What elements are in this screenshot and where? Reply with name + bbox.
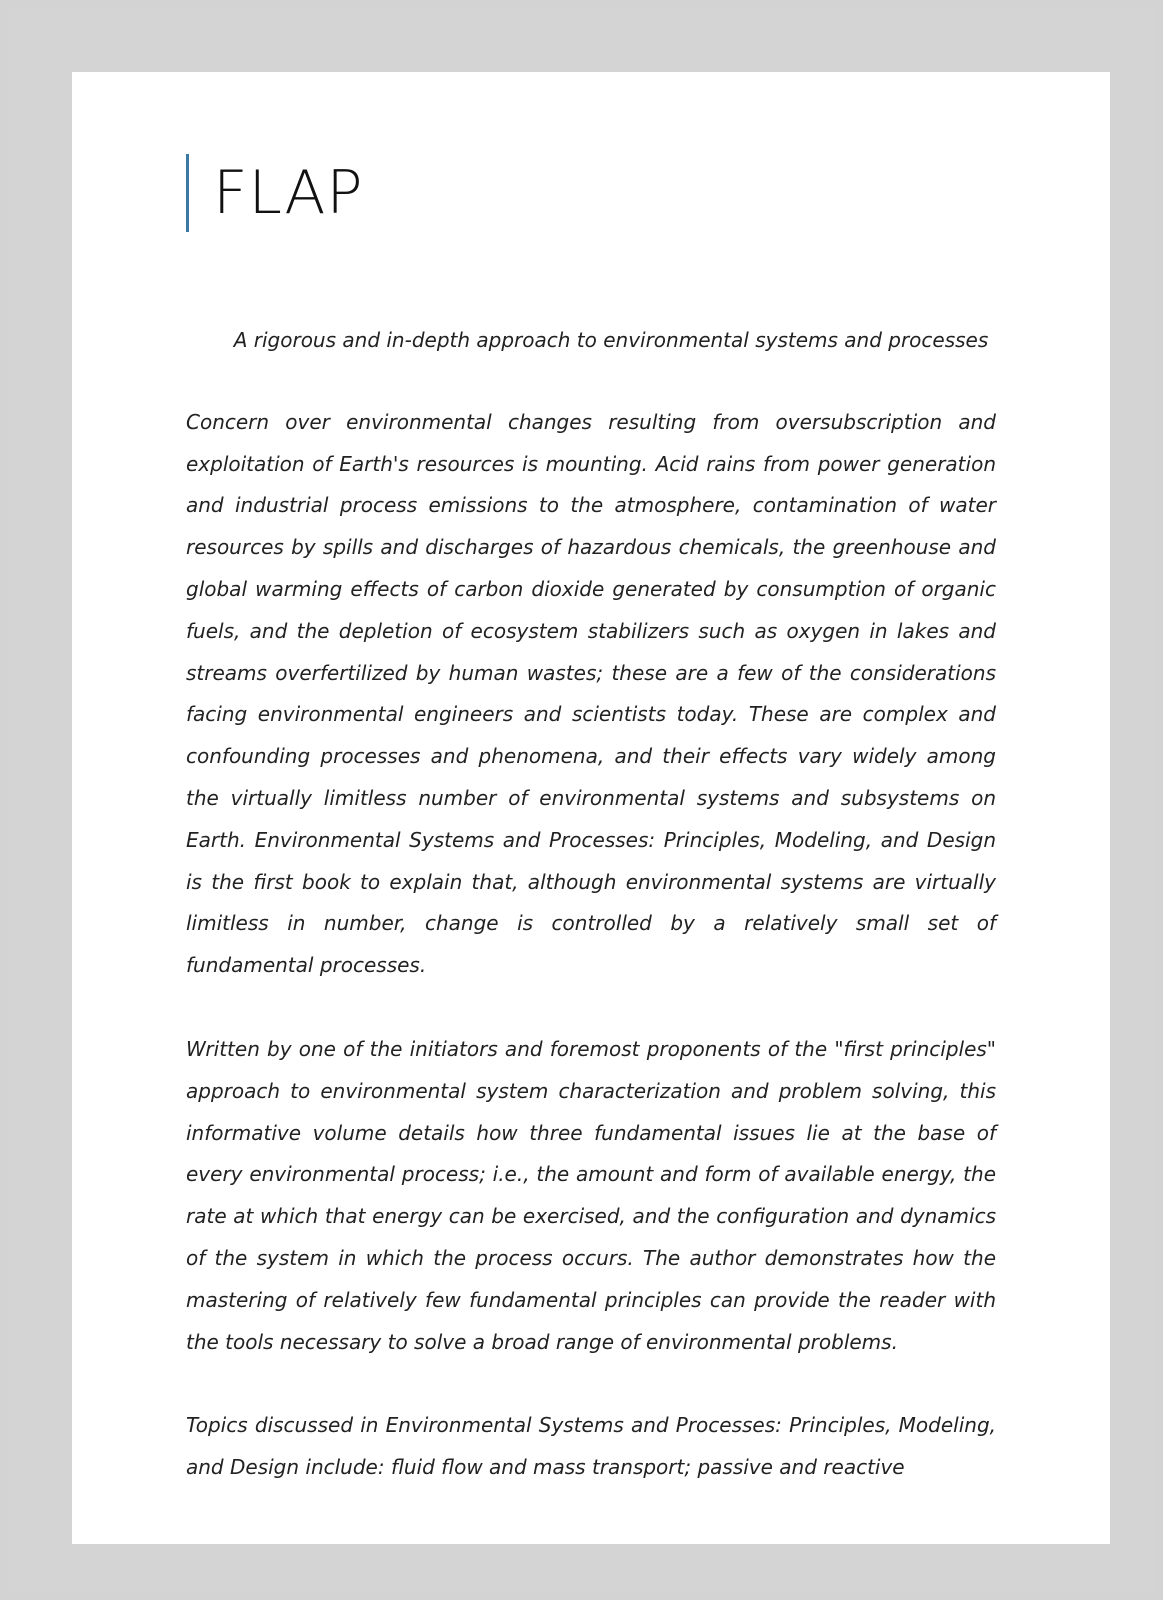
document-body	[186, 320, 996, 1489]
paragraph-1: Concern over environmental changes resulting from oversubscription and exploitation of Earth's resources is mounting. Acid rains from power generation and industrial process emissions to the atmosphere, contamination of water resources by spills and discharges of hazardous chemicals, the greenhouse and global warming effects of carbon dioxide generated by consumption of organic fuels, and the depletion of ecosystem stabilizers such as oxygen in lakes and streams overfertilized by human wastes; these are a few of the considerations facing environmental engineers and scientists today. These are complex and confounding processes and phenomena, and their effects vary widely among the virtually limitless number of environmental systems and subsystems on Earth. Environmental Systems and Processes: Principles, Modeling, and Design is the first book to explain that, although environmental systems are virtually limitless in number, change is controlled by a relatively small set of fundamental processes.	[186, 409, 996, 978]
document-frame	[8, 8, 1155, 1592]
paragraph-2: Written by one of the initiators and foremost proponents of the "first principles" approach to environmental system characterization and problem solving, this informative volume details how three fundamental issues lie at the base of every environmental process; i.e., the amount and form of available energy, the rate at which that energy can be exercised, and the configuration and dynamics of the system in which the process occurs. The author demonstrates how the mastering of relatively few fundamental principles can provide the reader with the tools necessary to solve a broad range of environmental problems.	[186, 1036, 996, 1354]
document-page	[72, 72, 1110, 1544]
paragraph-3: Topics discussed in Environmental Systems and Processes: Principles, Modeling, and Design include: fluid flow and mass transport; passive and reactive	[186, 1413, 996, 1480]
page-title: FLAP	[213, 158, 364, 228]
title-accent-bar	[186, 154, 189, 232]
subtitle: A rigorous and in-depth approach to environmental systems and processes	[233, 328, 989, 352]
title-block	[186, 154, 364, 232]
